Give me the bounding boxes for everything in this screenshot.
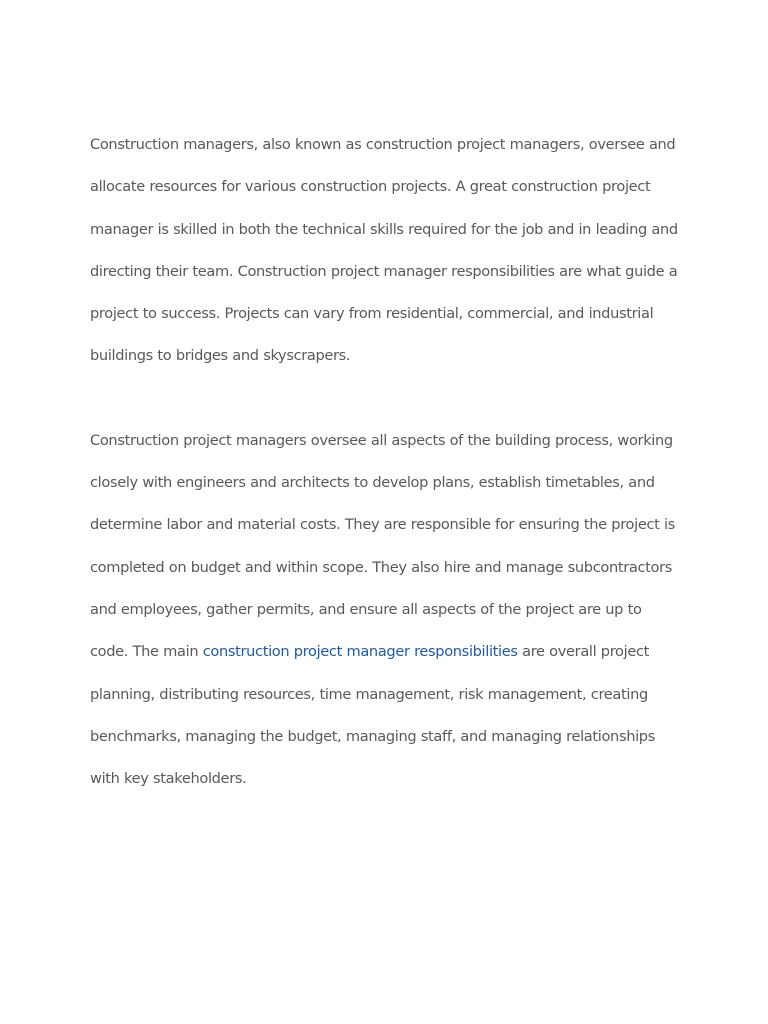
document-body <box>90 124 682 800</box>
paragraph-text-after-link: are overall project planning, distributing resources, time management, risk management, creating benchmarks, managing the budget, managing staff, and managing relationships with key stakeholders. <box>90 643 655 788</box>
paragraph-text-before-link: Construction project managers oversee all aspects of the building process, working closely with engineers and architects to develop plans, establish timetables, and determine labor and material costs. They are responsible for ensuring the project is completed on budget and within scope. They also hire and manage subcontractors and employees, gather permits, and ensure all aspects of the project are up to code. The main <box>90 431 675 661</box>
responsibilities-link[interactable]: construction project manager responsibilities <box>202 643 518 661</box>
paragraph-intro: Construction managers, also known as construction project managers, oversee and allocate resources for various construction projects. A great construction project manager is skilled in both the technical skills required for the job and in leading and directing their team. Construction project manager responsibilities are what guide a project to success. Projects can vary from residential, commercial, and industrial buildings to bridges and skyscrapers. <box>90 136 678 365</box>
paragraph-responsibilities <box>90 420 682 801</box>
